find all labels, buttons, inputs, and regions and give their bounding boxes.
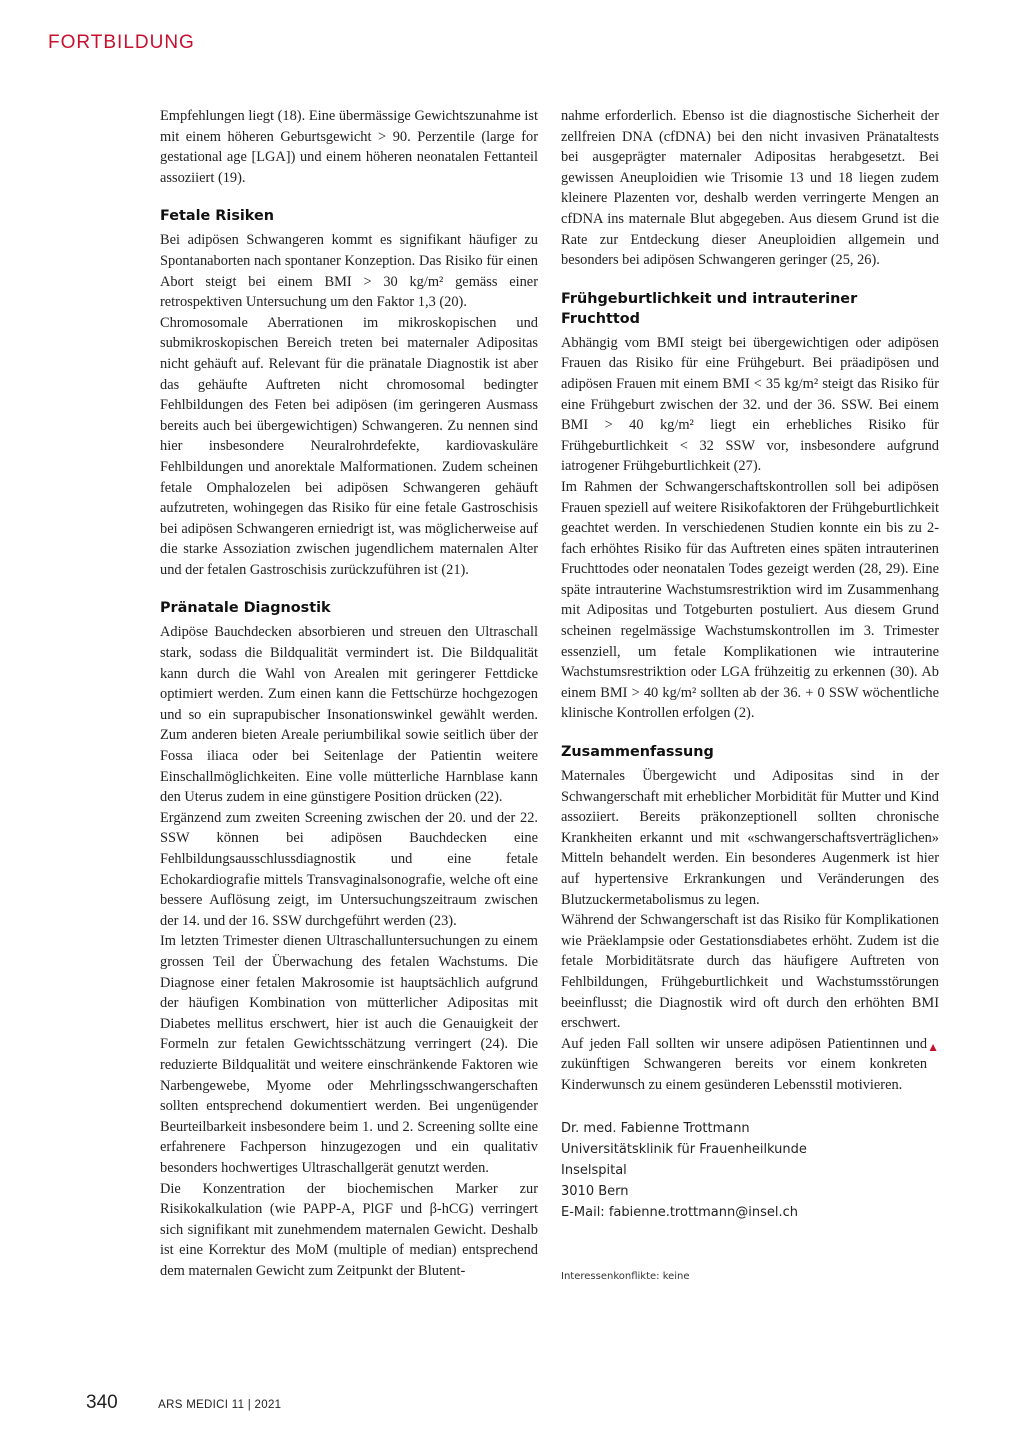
heading-praenatale-diagnostik: Pränatale Diagnostik xyxy=(160,600,331,617)
paragraph: Bei adipösen Schwangeren kommt es signifikant häufiger zu Spontanaborten nach spontaner Konzeption. Das Risiko für einen Abort steigt bei einem BMI > 30 kg/m² gemäss einer retrospektiven Untersuchung um den Faktor 1,3 (20). xyxy=(160,232,538,311)
paragraph xyxy=(561,1034,939,1096)
left-column xyxy=(160,106,538,1281)
paragraph: nahme erforderlich. Ebenso ist die diagnostische Sicherheit der zellfreien DNA (cfDNA) bei den nicht invasiven Pränataltests bei ausgeprägter maternaler Adipositas herabgesetzt. Bei gewissen Aneuploidien wie Trisomie 13 und 18 liegen zudem kleinere Plazenten vor, deshalb werden verringerte Mengen an cfDNA ins maternale Blut abgegeben. Aus diesem Grund ist die Rate zur Entdeckung dieser Aneuploidien allgemein und besonders bei adipösen Schwangeren geringer (25, 26). xyxy=(561,108,939,269)
author-city: 3010 Bern xyxy=(561,1183,629,1199)
closing-text: Auf jeden Fall sollten wir unsere adipösen Patientinnen und zukünftigen Schwangeren bereits vor einem konkreten Kinderwunsch zu einem gesünderen Lebensstil motivieren. xyxy=(561,1035,928,1093)
heading-fruehgeburtlichkeit: Frühgeburtlichkeit und intrauteriner Fruchttod xyxy=(561,290,858,327)
end-mark-icon: ▲ xyxy=(927,1039,939,1054)
paragraph: Die Konzentration der biochemischen Marker zur Risikokalkulation (wie PAPP-A, PlGF und β-hCG) verringert sich signifikant mit zunehmendem maternalen Gewicht. Deshalb ist eine Korrektur des MoM (multiple of median) entsprechend dem maternalen Gewicht zum Zeitpunkt der Blutent- xyxy=(160,1180,538,1279)
author-email: E-Mail: fabienne.trottmann@insel.ch xyxy=(561,1204,799,1220)
paragraph: Adipöse Bauchdecken absorbieren und streuen den Ultraschall stark, sodass die Bildqualität vermindert ist. Die Bildqualität kann durch die Wahl von Arealen mit geringerer Fettdicke optimiert werden. Zum einen kann die Fettschürze hochgezogen und so ein suprapubischer Insonationswinkel gewählt werden. Zum anderen bieten Areale periumbilikal sowie seitlich über der Fossa iliaca oder bei Seitenlage der Patientin weitere Einschallmöglichkeiten. Eine volle mütterliche Harnblase kann den Uterus zudem in eine günstigere Position drücken (22). xyxy=(160,624,538,806)
journal-name: ARS MEDICI 11 | 2021 xyxy=(158,1399,282,1411)
paragraph: Maternales Übergewicht und Adipositas sind in der Schwangerschaft mit erheblicher Morbidität für Mutter und Kind assoziiert. Bereits präkonzeptionell sollten chronische Krankheiten erkannt und mit «schwangerschaftsverträglichen» Mitteln behandelt werden. Ein besonderes Augenmerk ist hier auf hypertensive Erkrankungen und Veränderungen des Blutzuckermetabolismus zu legen. xyxy=(561,768,939,908)
section-label: FORTBILDUNG xyxy=(48,32,195,53)
heading-zusammenfassung: Zusammenfassung xyxy=(561,744,714,761)
paragraph: Während der Schwangerschaft ist das Risiko für Komplikationen wie Präeklampsie oder Gestationsdiabetes erhöht. Zudem ist die fetale Morbiditätsrate durch das häufigere Auftreten von Fehlbildungen, Frühgeburtlichkeit und Wachstumsstörungen beeinflusst; die Diagnostik wird oft durch den erhöhten BMI erschwert. xyxy=(561,912,939,1032)
paragraph: Ergänzend zum zweiten Screening zwischen der 20. und der 22. SSW können bei adipösen Bauchdecken eine Fehlbildungsausschlussdiagnostik und eine fetale Echokardiografie mittels Transvaginalsonografie, welche oft eine bessere Auflösung zeigt, im Untersuchungszeitraum zwischen der 14. und der 16. SSW durchgeführt werden (23). xyxy=(160,809,538,929)
author-hospital: Inselspital xyxy=(561,1162,627,1178)
author-institution: Universitätsklinik für Frauenheilkunde xyxy=(561,1141,807,1157)
paragraph: Abhängig vom BMI steigt bei übergewichtigen oder adipösen Frauen das Risiko für eine Frühgeburt. Bei präadipösen und adipösen Frauen mit einem BMI < 35 kg/m² steigt das Risiko für eine Frühgeburt zwischen der 32. und der 36. SSW. Bei einem BMI > 40 kg/m² liegt ein erhebliches Risiko für Frühgeburtlichkeit < 32 SSW vor, insbesondere aufgrund iatrogener Frühgeburtlichkeit (27). xyxy=(561,334,939,475)
page-number: 340 xyxy=(86,1392,118,1413)
page-footer xyxy=(86,1392,281,1414)
right-column xyxy=(561,106,939,1287)
paragraph: Empfehlungen liegt (18). Eine übermässige Gewichtszunahme ist mit einem höheren Geburtsgewicht > 90. Perzentile (large for gestational age [LGA]) und einem höheren neonatalen Fettanteil assoziiert (19). xyxy=(160,108,538,186)
paragraph: Chromosomale Aberrationen im mikroskopischen und submikroskopischen Bereich treten bei maternaler Adipositas nicht gehäuft auf. Relevant für die pränatale Diagnostik ist aber das gehäufte Auftreten nicht chromosomal bedingter Fehlbildungen des Feten bei adipösen (im geringeren Ausmass bereits auch bei übergewichtigen) Schwangeren. Zu nennen sind hier insbesondere Neuralrohrdefekte, kardiovaskuläre Fehlbildungen und anorektale Malformationen. Zudem scheinen fetale Omphalozelen bei adipösen Schwangeren gehäuft aufzutreten, wohingegen das Risiko für eine fetale Gastroschisis bei adipösen Schwangeren erniedrigt ist, was möglicherweise auf die starke Assoziation zwischen jugendlichem maternalen Alter und der fetalen Gastroschisis zurückzuführen ist (21). xyxy=(160,314,538,578)
paragraph: Im Rahmen der Schwangerschaftskontrollen soll bei adipösen Frauen speziell auf weitere Risikofaktoren der Frühgeburtlichkeit geachtet werden. In verschiedenen Studien konnte ein bis zu 2-fach erhöhtes Risiko für das Auftreten eines späten intrauterinen Fruchttodes oder neonatalen Todes gezeigt werden (28, 29). Eine späte intrauterine Wachstumsrestriktion wird im Zusammenhang mit Adipositas und Totgeburten postuliert. Aus diesem Grund scheinen regelmässige Wachstumskontrollen im 3. Trimester essenziell, um fetale Komplikationen wie intrauterine Wachstumsrestriktion oder LGA frühzeitig zu erkennen (30). Ab einem BMI > 40 kg/m² sollten ab der 36. + 0 SSW wöchentliche klinische Kontrollen erfolgen (2). xyxy=(561,478,939,722)
author-name: Dr. med. Fabienne Trottmann xyxy=(561,1120,750,1136)
heading-fetale-risiken: Fetale Risiken xyxy=(160,208,275,225)
author-block xyxy=(561,1118,939,1223)
paragraph: Im letzten Trimester dienen Ultraschalluntersuchungen zu einem grossen Teil der Überwachung des fetalen Wachstums. Die Diagnose einer fetalen Makrosomie ist hauptsächlich aufgrund der häufigen Kombination von mütterlicher Adipositas mit Diabetes mellitus erschwert, hier ist auch die Genauigkeit der Formeln zur fetalen Gewichtsschätzung verringert (24). Die reduzierte Bildqualität und weitere einschränkende Faktoren wie Narbengewebe, Myome oder Mehrlingsschwangerschaften sollten entsprechend dokumentiert werden. Bei ungenügender Beurteilbarkeit insbesondere beim 1. und 2. Screening sollte eine erfahrenere Fachperson hinzugezogen und ein qualitativ besonders hochwertiges Ultraschallgerät genutzt werden. xyxy=(160,933,538,1176)
conflict-of-interest: Interessenkonflikte: keine xyxy=(561,1270,690,1282)
